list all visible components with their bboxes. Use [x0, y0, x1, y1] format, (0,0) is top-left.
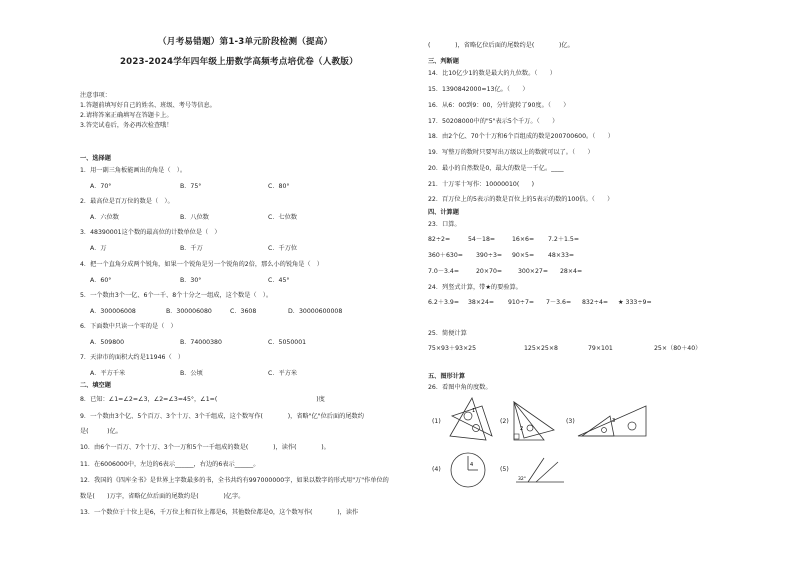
question: 12．我国的《四库全书》是世界上字数最多的书，全书共约有997000000字，如果以数字的形式用"万"作单位的 — [80, 477, 389, 484]
line-angle-figure — [514, 454, 566, 488]
oral-item: 54－18= — [468, 236, 496, 243]
notes-item: 3.答完试卷后，务必再次检查哦！ — [80, 122, 173, 129]
question-cont: ( )，省略亿位后面的尾数约是( )亿。 — [428, 42, 574, 49]
option: C．5050001 — [268, 339, 307, 346]
question: 23．口算。 — [428, 221, 461, 228]
option: C．45° — [268, 277, 290, 284]
question: 20．最小的自然数是0，最大的数是一千亿。____ — [428, 165, 564, 172]
oral-item: 82÷2= — [428, 236, 451, 243]
figure-label: (3) — [566, 418, 575, 425]
question: 5．一个数由3个一亿、6个一千、8个十分之一组成，这个数是（ ）。 — [80, 292, 273, 299]
option: A．平方千米 — [90, 370, 126, 377]
question: 15．1390842000≈13亿。（ ） — [428, 86, 529, 93]
option: B．八位数 — [180, 214, 209, 221]
option: C．80° — [268, 183, 290, 190]
triangle-outline — [450, 398, 486, 440]
option: B．公顷 — [180, 370, 203, 377]
oral-item: 390÷3= — [476, 252, 503, 259]
figure-label: (5) — [500, 466, 509, 473]
question: 7．天津市的面积大约是11946（ ） — [80, 354, 185, 361]
simple-item: 79×101 — [588, 345, 613, 352]
question: 10．由6个一百万、7个十万、3个一万和5个一千组成的数是( )，读作( )。 — [80, 444, 330, 451]
question: 22．百万位上的5表示的数是百位上的5表示的数的100倍。（ ） — [428, 196, 614, 203]
section-heading-fill: 二、填空题 — [80, 382, 111, 389]
vertical-item: 6.2＋3.9= — [428, 299, 460, 306]
set-square-figure-2 — [510, 398, 558, 444]
question: 21．十万零十写作：10000010( ) — [428, 181, 535, 188]
question-cont: 是( )亿。 — [80, 428, 122, 435]
simple-item: 25×（80＋40） — [654, 345, 702, 352]
oral-item: 20×70= — [476, 268, 503, 275]
question: 26．看图中角的度数。 — [428, 384, 492, 391]
question: 17．50208000中的"5"表示5个千万。（ ） — [428, 118, 559, 125]
option: A．六位数 — [90, 214, 119, 221]
notes-item: 1.答题前填写好自己的姓名、班级、考号等信息。 — [80, 102, 216, 109]
option: B．30° — [180, 277, 202, 284]
section-heading-judge: 三、判断题 — [428, 58, 459, 65]
vertical-item: ★ 333÷9= — [618, 299, 652, 306]
section-heading-choice: 一、选择题 — [80, 155, 111, 162]
question: 13．一个数位于十位上是6，千万位上和百位上都是6，其他数位都是0，这个数写作( )，读作 — [80, 509, 359, 516]
option: A．300006008 — [90, 308, 136, 315]
question: 2．最高位是百万位的数是（ ）。 — [80, 198, 174, 205]
triangle-hole — [464, 412, 472, 420]
oral-item: 7.2＋1.5= — [548, 236, 580, 243]
question: 18．由2个亿、70个十万和6个百组成的数是200700600。（ ） — [428, 133, 614, 140]
angle-ray — [528, 458, 544, 482]
clock-figure — [448, 450, 488, 490]
option: A．万 — [90, 245, 107, 252]
question: 11．在6006000中，左边的6表示______，右边的6表示______。 — [80, 461, 260, 468]
option: C．千万位 — [268, 245, 298, 252]
angle-label: 4 — [470, 462, 474, 468]
angle-label: 2 — [520, 426, 524, 432]
question: 16．从6：00到9：00，分针旋转了90度。（ ） — [428, 102, 570, 109]
figure-label: (1) — [432, 418, 441, 425]
option: A．70° — [90, 183, 112, 190]
angle-label: 3 — [612, 418, 616, 424]
vertical-item: 38×24= — [468, 299, 495, 306]
section-heading-calc: 四、计算题 — [428, 209, 459, 216]
question: 4．把一个直角分成两个锐角，如果一个锐角是另一个锐角的2倍，那么小的锐角是（ ） — [80, 261, 323, 268]
figure-label: (4) — [432, 466, 441, 473]
notes-item: 2.请将答案正确填写在答题卡上。 — [80, 112, 173, 119]
question: 9．一个数由3个亿、5个百万、3个十万、3个千组成，这个数写作( )，省略"亿"位后面的尾数约 — [80, 413, 364, 420]
question: 1．用一副三角板能画出的角是（ ）。 — [80, 167, 187, 174]
vertical-item: 7－3.6= — [546, 299, 572, 306]
question: 14．比10亿少1的数是最大的九位数。（ ） — [428, 70, 556, 77]
doc-title-line2: 2023-2024学年四年级上册数学高频考点培优卷（人教版） — [120, 57, 358, 67]
option: B．千万 — [180, 245, 203, 252]
notes-heading: 注意事项： — [80, 92, 111, 99]
oral-item: 360＋630= — [428, 252, 463, 259]
triangle-hole — [527, 425, 533, 431]
section-heading-geometry: 五、图形计算 — [428, 373, 466, 380]
option: C．3608 — [230, 308, 257, 315]
angle-label: 1 — [472, 408, 476, 414]
triangle-hole — [602, 428, 607, 433]
question: 25．简便计算 — [428, 330, 467, 337]
option: B．75° — [180, 183, 202, 190]
right-angle-mark — [514, 434, 519, 439]
oral-item: 28×4= — [560, 268, 583, 275]
option: A．509800 — [90, 339, 125, 346]
question: 6．下面数中只读一个零的是（ ） — [80, 323, 177, 330]
simple-item: 75×93＋93×25 — [428, 345, 477, 352]
oral-item: 90×5= — [512, 252, 535, 259]
question-cont: 数是( )万字，省略亿位后面的尾数约是( )亿字。 — [80, 493, 245, 500]
option: C．七位数 — [268, 214, 298, 221]
question: 19．写整万的数时只要写出万级以上的数就可以了。（ ） — [428, 149, 594, 156]
option: D．30000600008 — [288, 308, 343, 315]
angle-label: 32° — [518, 477, 526, 482]
question: 24．列竖式计算，带★的要验算。 — [428, 284, 522, 291]
triangle-hole — [628, 422, 636, 430]
option: B．300006080 — [166, 308, 212, 315]
question: 3．48390001这个数的最高位的计数单位是（ ） — [80, 229, 221, 236]
triangle-outline — [582, 416, 614, 436]
figure-label: (2) — [500, 418, 509, 425]
vertical-item: 832÷4= — [582, 299, 609, 306]
set-square-figure-3 — [574, 400, 650, 440]
oral-item: 300×27= — [518, 268, 549, 275]
set-square-figure-1 — [442, 396, 494, 444]
doc-title-line1: （月考易错题）第1-3单元阶段检测（提高） — [158, 37, 333, 47]
oral-item: 16×6= — [512, 236, 535, 243]
option: C．平方米 — [268, 370, 298, 377]
triangle-outline — [514, 402, 554, 438]
oral-item: 48×33= — [548, 252, 575, 259]
oral-item: 7.0－3.4= — [428, 268, 460, 275]
simple-item: 125×25×8 — [524, 345, 558, 352]
question: 8．已知：∠1=∠2=∠3，∠2=∠3=45°，∠1=( )度 — [80, 396, 325, 403]
option: B．74000380 — [180, 339, 222, 346]
option: A．60° — [90, 277, 112, 284]
vertical-item: 910÷7= — [508, 299, 535, 306]
